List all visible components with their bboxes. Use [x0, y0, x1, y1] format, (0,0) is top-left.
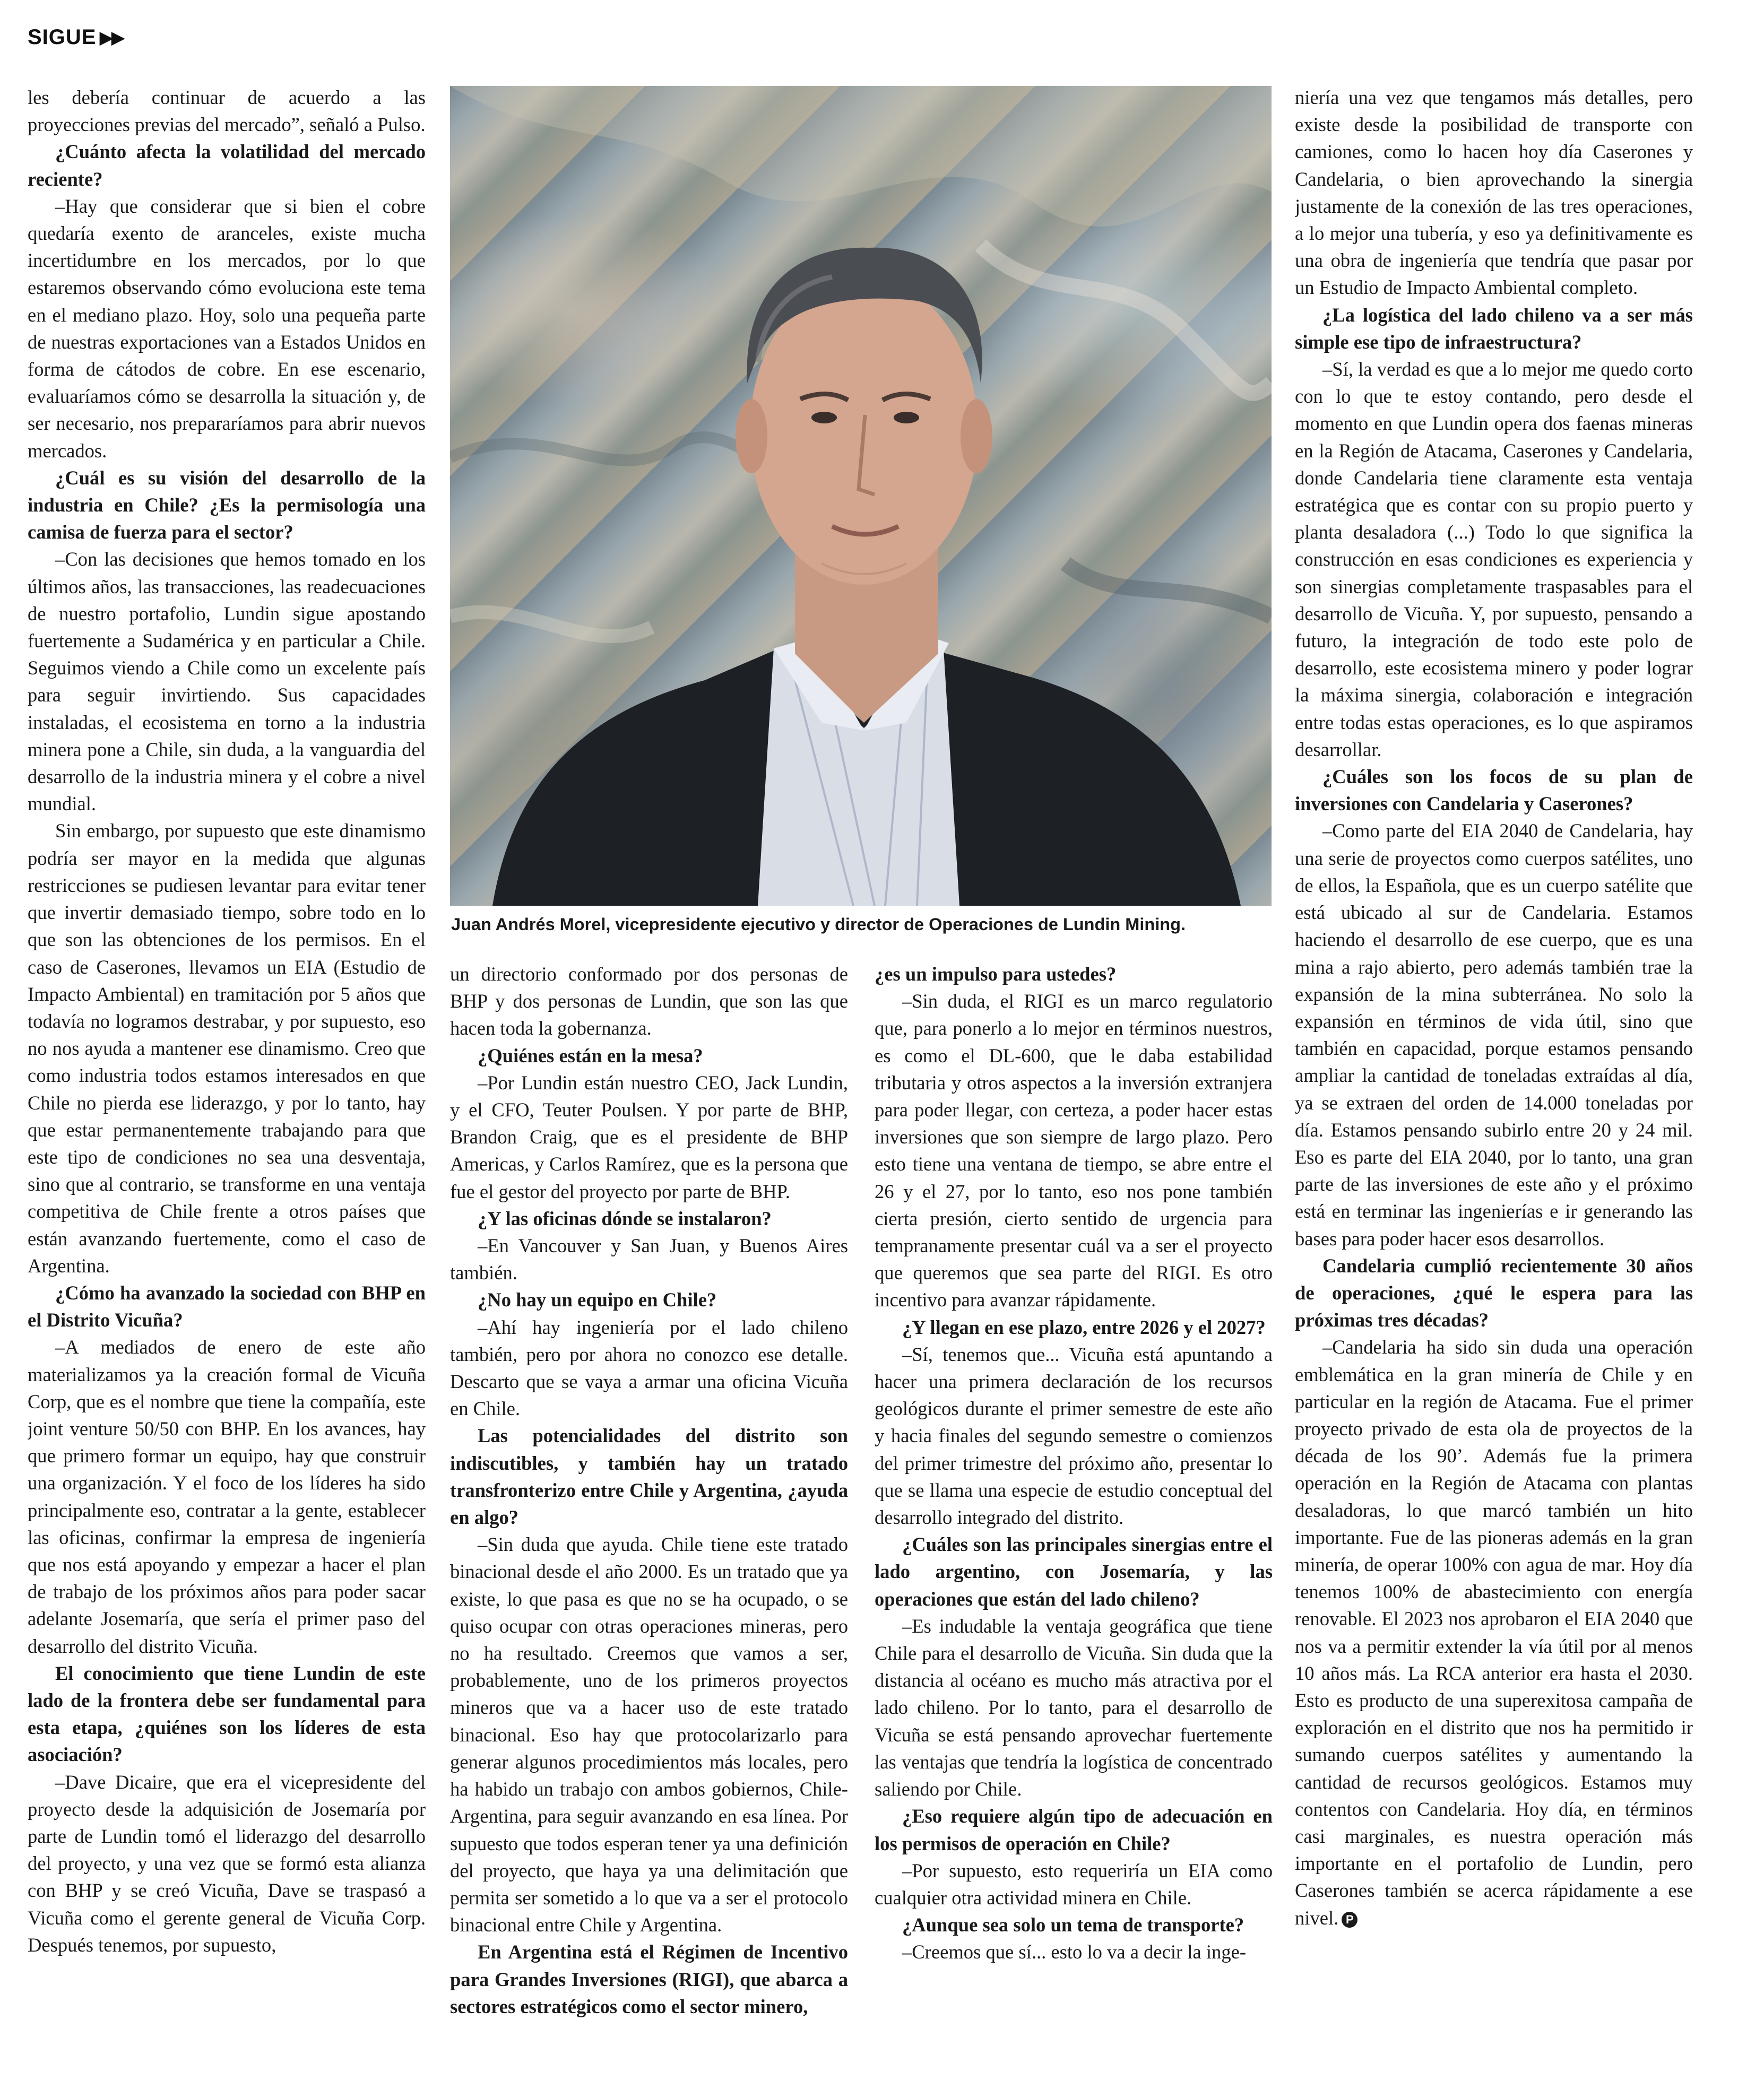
answer: –A mediados de enero de este año materializamos ya la creación formal de Vicuña Corp, que es el nombre que tiene la compañía, este joint venture 50/50 con BHP. En los avances, hay que primero formar un equipo, hay que construir una organización. Y el foco de los líderes ha sido principalmente eso, contratar a la gente, establecer las oficinas, confirmar la empresa de ingeniería que nos está apoyando y empezar a hacer el plan de trabajo de los próximos años para poder sacar adelante Josemaría, que sería el primer paso del desarrollo del distrito Vicuña.	[28, 1336, 426, 1657]
question: ¿Y las oficinas dónde se instalaron?	[478, 1207, 772, 1229]
section-continues-label	[28, 25, 123, 49]
answer: –Con las decisiones que hemos tomado en los últimos años, las transacciones, las readecuaciones de nuestro portafolio, Lundin sigue apostando fuertemente a Sudamérica y en particular a Chile. Seguimos viendo a Chile como un excelente país para seguir invirtiendo. Sus capacidades instaladas, el ecosistema en torno a la industria minera pone a Chile, sin duda, a la vanguardia del desarrollo de la industria minera y el cobre a nivel mundial.	[28, 548, 426, 815]
forward-arrows-icon: ▶▶	[99, 27, 123, 48]
photo-caption: Juan Andrés Morel, vicepresidente ejecutivo y director de Operaciones de Lundin Mining.	[451, 915, 1186, 934]
question: ¿Cuáles son los focos de su plan de inversiones con Candelaria y Caserones?	[1295, 766, 1693, 815]
final-answer-text: –Candelaria ha sido sin duda una operación emblemática en la gran minería de Chile y en particular en la región de Atacama. Fue el primer proyecto privado de esta ola de proyectos de la década de los 90’. Además fue la primera operación en la Región de Atacama con plantas desaladoras, lo que marcó también un hito importante. Fue de las pioneras además en la gran minería, de operar 100% con agua de mar. Hoy día tenemos 100% de abastecimiento con energía renovable. El 2023 nos aprobaron el EIA 2040 que nos va a permitir extender la vía útil por al menos 10 años más. La RCA anterior era hasta el 2030. Esto es producto de una superexitosa campaña de exploración en el distrito que nos ha permitido ir sumando cuerpos satélites y aumentando la cantidad de recursos geológicos. Estamos muy contentos con Candelaria. Hoy día, en términos casi marginales, es nuestra operación más importante en el portafolio de Lundin, pero Caserones también se acerca rápidamente a ese nivel.	[1295, 1336, 1693, 1929]
end-of-article-icon: P	[1342, 1912, 1357, 1928]
answer: –En Vancouver y San Juan, y Buenos Aires también.	[450, 1235, 848, 1284]
answer: –Dave Dicaire, que era el vicepresidente del proyecto desde la adquisición de Josemaría por parte de Lundin tomó el liderazgo del desarrollo del proyecto, y una vez que se formó esta alianza con BHP y se creó Vicuña, Dave se traspasó a Vicuña como el gerente general de Vicuña Corp. Después tenemos, por supuesto,	[28, 1771, 426, 1956]
answer: –Es indudable la ventaja geográfica que tiene Chile para el desarrollo de Vicuña. Sin duda que la distancia al océano es mucho más atractiva por el lado chileno. Por lo tanto, para el desarrollo de Vicuña se está pensando aprovechar fuertemente las ventajas que tendría la logística de concentrado saliendo por Chile.	[875, 1615, 1273, 1800]
article-column-4	[1295, 84, 1693, 2026]
paragraph: niería una vez que tengamos más detalles, pero existe desde la posibilidad de transporte con camiones, como lo hacen hoy día Caserones y Candelaria, o bien aprovechando la sinergia justamente de la conexión de las tres operaciones, a lo mejor una tubería, y eso ya definitivamente es una obra de ingeniería que tendría que pasar por un Estudio de Impacto Ambiental completo.	[1295, 86, 1693, 299]
question: ¿es un impulso para ustedes?	[875, 963, 1117, 985]
paragraph: les debería continuar de acuerdo a las proyecciones previas del mercado”, señaló a Pulso.	[28, 86, 426, 136]
continues-text: SIGUE	[28, 25, 97, 49]
answer: –Sin duda, el RIGI es un marco regulatorio que, para ponerlo a lo mejor en términos nuestros, es como el DL-600, que le daba estabilidad tributaria y otros aspectos a la inversión extranjera para poder llegar, con certeza, a poder hacer estas inversiones que son siempre de largo plazo. Pero esto tiene una ventana de tiempo, se abre entre el 26 y el 27, por lo tanto, eso nos pone también cierta presión, cierto sentido de urgencia para tempranamente presentar cuál va a ser el proyecto que queremos que sea parte del RIGI. Es otro incentivo para avanzar rápidamente.	[875, 990, 1273, 1311]
article-column-1	[28, 84, 426, 2026]
question: El conocimiento que tiene Lundin de este lado de la frontera debe ser fundamental para esta etapa, ¿quiénes son los líderes de esta asociación?	[28, 1662, 426, 1766]
answer: –Creemos que sí... esto lo va a decir la inge-	[902, 1941, 1247, 1963]
question: ¿La logística del lado chileno va a ser más simple ese tipo de infraestructura?	[1295, 304, 1693, 353]
article-column-3	[875, 960, 1273, 2026]
answer: –Ahí hay ingeniería por el lado chileno también, pero por ahora no conozco ese detalle. Descarto que se vaya a armar una oficina Vicuña en Chile.	[450, 1316, 848, 1420]
answer: –Sin duda que ayuda. Chile tiene este tratado binacional desde el año 2000. Es un tratado que ya existe, lo que pasa es que no se ha ocupado, o se quiso ocupar con otras operaciones mineras, pero no ha resultado. Creemos que vamos a ser, probablemente, uno de los primeros proyectos mineros que va a hacer uso de este tratado binacional. Eso hay que protocolarizarlo para generar algunos procedimientos más locales, pero ha habido un trabajo con ambos gobiernos, Chile-Argentina, para seguir avanzando en esa línea. Por supuesto que todos esperan tener ya una definición del proyecto, que haya ya una delimitación que permita ser sometido a lo que va a ser el protocolo binacional entre Chile y Argentina.	[450, 1533, 848, 1936]
portrait-illustration	[450, 86, 1272, 906]
final-answer	[1295, 1333, 1693, 1931]
question: ¿No hay un equipo en Chile?	[478, 1289, 717, 1311]
question: ¿Cuáles son las principales sinergias entre el lado argentino, con Josemaría, y las operaciones que están del lado chileno?	[875, 1533, 1273, 1610]
answer: –Sí, tenemos que... Vicuña está apuntando a hacer una primera declaración de los recursos geológicos durante el primer semestre de este año y hacia finales del segundo semestre o comienzos del primer trimestre del próximo año, presentar lo que se llama una especie de estudio conceptual del desarrollo integrado del distrito.	[875, 1343, 1273, 1529]
answer: –Por supuesto, esto requeriría un EIA como cualquier otra actividad minera en Chile.	[875, 1859, 1273, 1909]
answer: –Como parte del EIA 2040 de Candelaria, hay una serie de proyectos como cuerpos satélites, uno de ellos, la Española, que es un cuerpo satélite que está ubicado al sur de Candelaria. Estamos haciendo el desarrollo de ese cuerpo, que es una mina a rajo abierto, pero además también trae la expansión de la mina subterránea. No solo la expansión en términos de vida útil, sino que también en capacidad, porque estamos pensando ampliar la cantidad de toneladas extraídas al día, ya se extraen del orden de 14.000 toneladas por día. Estamos pensando subirlo entre 20 y 24 mil. Eso es parte del EIA 2040, por lo tanto, una gran parte de las inversiones de este año y el próximo está en terminar las ingenierías e ir generando las bases para poder hacer esos desarrollos.	[1295, 820, 1693, 1250]
paragraph: un directorio conformado por dos personas de BHP y dos personas de Lundin, que son las que hacen toda la gobernanza.	[450, 963, 848, 1039]
answer: –Por Lundin están nuestro CEO, Jack Lundin, y el CFO, Teuter Poulsen. Y por parte de BHP, Brandon Craig, que es el presidente de BHP Americas, y Carlos Ramírez, que es la persona que fue el gestor del proyecto por parte de BHP.	[450, 1071, 848, 1202]
question: Las potencialidades del distrito son indiscutibles, y también hay un tratado transfronterizo entre Chile y Argentina, ¿ayuda en algo?	[450, 1425, 848, 1529]
question: ¿Y llegan en ese plazo, entre 2026 y el 2027?	[902, 1316, 1266, 1338]
article-column-2	[450, 960, 848, 2026]
question: ¿Cuánto afecta la volatilidad del mercado reciente?	[28, 141, 426, 190]
answer: –Hay que considerar que si bien el cobre quedaría exento de aranceles, existe mucha incertidumbre en los mercados, por lo que estaremos observando cómo evoluciona este tema en el mediano plazo. Hoy, solo una pequeña parte de nuestras exportaciones van a Estados Unidos en forma de cátodos de cobre. En ese escenario, evaluaríamos cómo se desarrolla la situación y, de ser necesario, nos prepararíamos para abrir nuevos mercados.	[28, 195, 426, 462]
question: Candelaria cumplió recientemente 30 años de operaciones, ¿qué le espera para las próximas tres décadas?	[1295, 1254, 1693, 1331]
question: En Argentina está el Régimen de Incentivo para Grandes Inversiones (RIGI), que abarca a sectores estratégicos como el sector minero,	[450, 1941, 848, 2017]
question: ¿Cuál es su visión del desarrollo de la industria en Chile? ¿Es la permisología una camisa de fuerza para el sector?	[28, 466, 426, 543]
question: ¿Quiénes están en la mesa?	[478, 1044, 703, 1067]
answer: Sin embargo, por supuesto que este dinamismo podría ser mayor en la medida que algunas restricciones se pudiesen levantar para evitar tener que invertir demasiado tiempo, sobre todo en lo que son las obtenciones de los permisos. En el caso de Caserones, llevamos un EIA (Estudio de Impacto Ambiental) en tramitación por 5 años que todavía no logramos destrabar, y por supuesto, eso no nos ayuda a mantener ese dinamismo. Creo que como industria todos estamos interesados en que Chile no pierda ese liderazgo, y por lo tanto, hay que estar permanentemente trabajando para que este tipo de condiciones no sea una desventaja, sino que al contrario, se transforme en una ventaja competitiva de Chile frente a otros países que están avanzando fuertemente, como el caso de Argentina.	[28, 820, 426, 1277]
portrait-photo	[450, 86, 1272, 906]
answer: –Sí, la verdad es que a lo mejor me quedo corto con lo que te estoy contando, pero desde el momento en que Lundin opera dos faenas mineras en la Región de Atacama, Caserones y Candelaria, donde Candelaria tiene claramente esta ventaja estratégica que es contar con su propio puerto y planta desaladora (...) Todo lo que significa la construcción en esas condiciones es experiencia y son sinergias completamente traspasables para el desarrollo de Vicuña. Y, por supuesto, pensando a futuro, la integración de todo este polo de desarrollo, este ecosistema minero y poder lograr la máxima sinergia, colaboración e integración entre todas estas operaciones, es lo que aspiramos desarrollar.	[1295, 358, 1693, 760]
question: ¿Eso requiere algún tipo de adecuación en los permisos de operación en Chile?	[875, 1805, 1273, 1854]
question: ¿Aunque sea solo un tema de transporte?	[902, 1914, 1244, 1936]
question: ¿Cómo ha avanzado la sociedad con BHP en el Distrito Vicuña?	[28, 1281, 426, 1331]
